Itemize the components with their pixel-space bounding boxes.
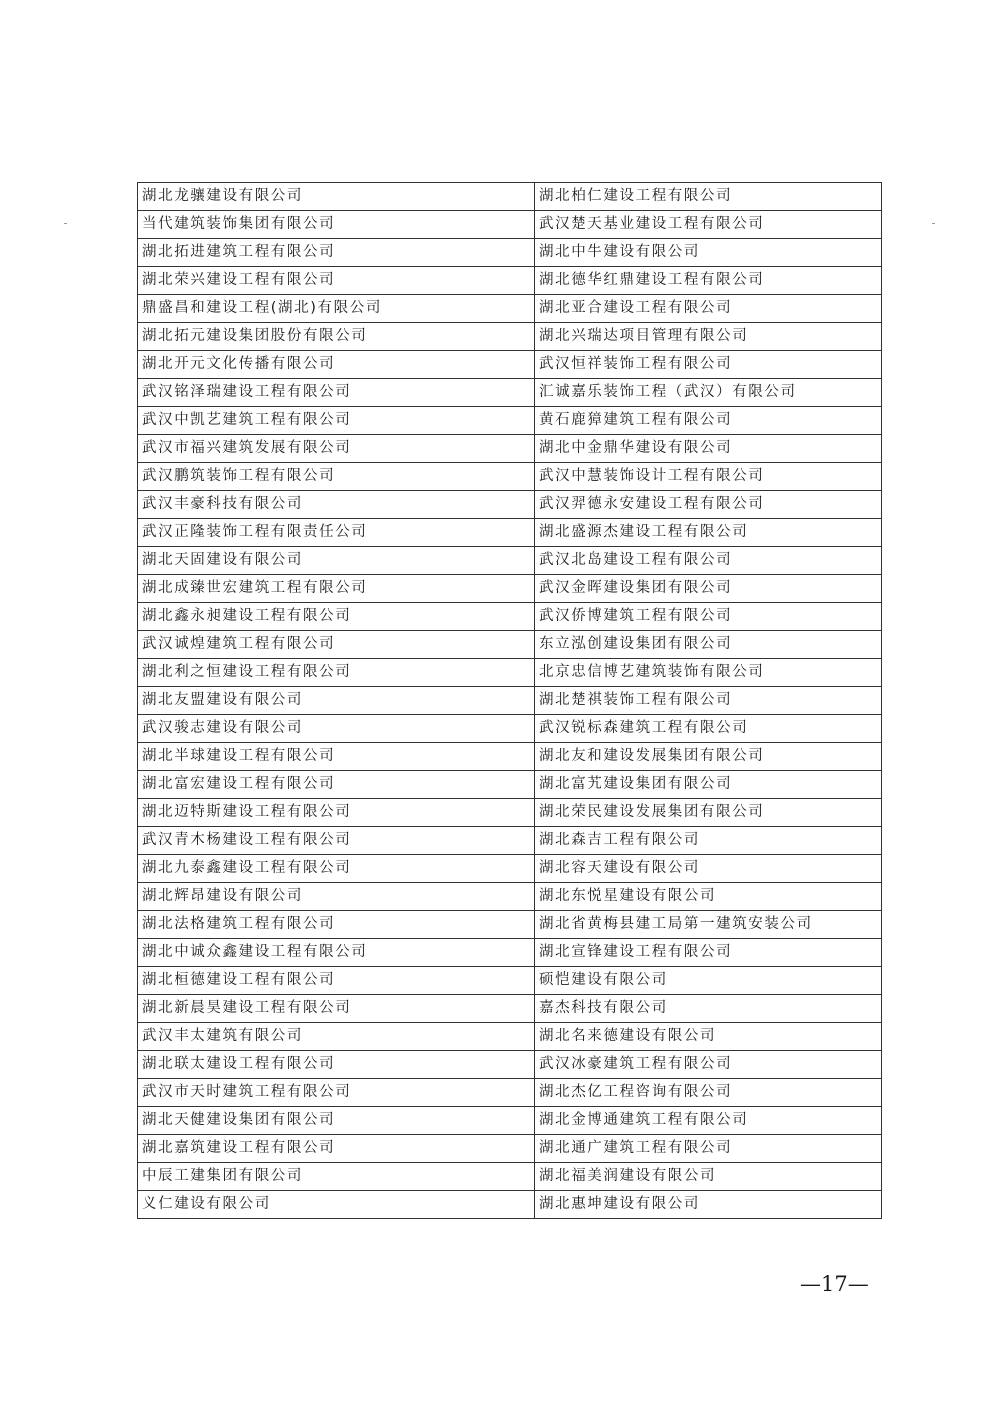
company-name-left: 湖北鑫永昶建设工程有限公司 xyxy=(138,603,535,631)
company-name-right: 武汉羿德永安建设工程有限公司 xyxy=(535,491,882,519)
company-name-right: 湖北友和建设发展集团有限公司 xyxy=(535,743,882,771)
company-name-left: 中辰工建集团有限公司 xyxy=(138,1163,535,1191)
company-name-right: 湖北森吉工程有限公司 xyxy=(535,827,882,855)
company-name-left: 武汉鹏筑装饰工程有限公司 xyxy=(138,463,535,491)
company-name-left: 当代建筑装饰集团有限公司 xyxy=(138,211,535,239)
company-name-left: 义仁建设有限公司 xyxy=(138,1191,535,1219)
table-row xyxy=(138,547,882,575)
company-name-right: 湖北中金鼎华建设有限公司 xyxy=(535,435,882,463)
table-row xyxy=(138,575,882,603)
table-row xyxy=(138,1079,882,1107)
company-name-right: 湖北名来德建设有限公司 xyxy=(535,1023,882,1051)
company-name-right: 湖北楚祺装饰工程有限公司 xyxy=(535,687,882,715)
table-row xyxy=(138,1051,882,1079)
company-name-right: 湖北杰亿工程咨询有限公司 xyxy=(535,1079,882,1107)
company-name-left: 武汉中凯艺建筑工程有限公司 xyxy=(138,407,535,435)
table-row xyxy=(138,379,882,407)
table-row xyxy=(138,1191,882,1219)
table-row xyxy=(138,631,882,659)
company-name-right: 湖北兴瑞达项目管理有限公司 xyxy=(535,323,882,351)
table-row xyxy=(138,519,882,547)
company-name-left: 武汉诚煌建筑工程有限公司 xyxy=(138,631,535,659)
table-row xyxy=(138,603,882,631)
company-name-left: 湖北开元文化传播有限公司 xyxy=(138,351,535,379)
company-name-left: 湖北中诚众鑫建设工程有限公司 xyxy=(138,939,535,967)
company-name-left: 湖北联太建设工程有限公司 xyxy=(138,1051,535,1079)
table-row xyxy=(138,435,882,463)
table-row xyxy=(138,715,882,743)
table-row xyxy=(138,1107,882,1135)
table-row xyxy=(138,911,882,939)
company-name-right: 湖北宣锋建设工程有限公司 xyxy=(535,939,882,967)
table-row xyxy=(138,771,882,799)
table-row xyxy=(138,295,882,323)
scan-speck xyxy=(932,223,935,224)
table-row xyxy=(138,323,882,351)
company-name-left: 湖北迈特斯建设工程有限公司 xyxy=(138,799,535,827)
company-name-right: 武汉金晖建设集团有限公司 xyxy=(535,575,882,603)
company-name-right: 硕恺建设有限公司 xyxy=(535,967,882,995)
table-row xyxy=(138,491,882,519)
company-name-right: 湖北盛源杰建设工程有限公司 xyxy=(535,519,882,547)
table-row xyxy=(138,883,882,911)
company-name-left: 湖北友盟建设有限公司 xyxy=(138,687,535,715)
table-row xyxy=(138,267,882,295)
company-list-table xyxy=(137,182,882,1219)
company-name-right: 湖北通广建筑工程有限公司 xyxy=(535,1135,882,1163)
company-name-left: 武汉正隆装饰工程有限责任公司 xyxy=(138,519,535,547)
table-row xyxy=(138,1163,882,1191)
company-name-right: 北京忠信博艺建筑装饰有限公司 xyxy=(535,659,882,687)
company-name-right: 东立泓创建设集团有限公司 xyxy=(535,631,882,659)
company-list-body xyxy=(138,183,882,1219)
company-name-left: 湖北成臻世宏建筑工程有限公司 xyxy=(138,575,535,603)
company-name-right: 湖北亚合建设工程有限公司 xyxy=(535,295,882,323)
table-row xyxy=(138,239,882,267)
company-name-left: 湖北新晨昊建设工程有限公司 xyxy=(138,995,535,1023)
company-name-left: 湖北辉昂建设有限公司 xyxy=(138,883,535,911)
company-name-left: 湖北利之恒建设工程有限公司 xyxy=(138,659,535,687)
company-name-right: 武汉楚天基业建设工程有限公司 xyxy=(535,211,882,239)
company-name-right: 湖北德华红鼎建设工程有限公司 xyxy=(535,267,882,295)
company-name-right: 湖北惠坤建设有限公司 xyxy=(535,1191,882,1219)
company-name-left: 武汉丰豪科技有限公司 xyxy=(138,491,535,519)
table-row xyxy=(138,799,882,827)
company-name-left: 湖北天健建设集团有限公司 xyxy=(138,1107,535,1135)
company-name-left: 湖北嘉筑建设工程有限公司 xyxy=(138,1135,535,1163)
table-row xyxy=(138,183,882,211)
company-name-left: 湖北拓进建筑工程有限公司 xyxy=(138,239,535,267)
company-name-right: 湖北容天建设有限公司 xyxy=(535,855,882,883)
company-name-left: 湖北天固建设有限公司 xyxy=(138,547,535,575)
company-name-right: 湖北福美润建设有限公司 xyxy=(535,1163,882,1191)
table-row xyxy=(138,211,882,239)
company-name-left: 武汉市福兴建筑发展有限公司 xyxy=(138,435,535,463)
company-name-right: 武汉侨博建筑工程有限公司 xyxy=(535,603,882,631)
company-name-right: 湖北金博通建筑工程有限公司 xyxy=(535,1107,882,1135)
company-name-left: 武汉青木杨建设工程有限公司 xyxy=(138,827,535,855)
company-name-left: 湖北龙骧建设有限公司 xyxy=(138,183,535,211)
scan-speck xyxy=(64,223,67,224)
company-name-right: 湖北中牛建设有限公司 xyxy=(535,239,882,267)
table-row xyxy=(138,1023,882,1051)
company-name-right: 武汉中慧装饰设计工程有限公司 xyxy=(535,463,882,491)
table-row xyxy=(138,855,882,883)
company-name-right: 嘉杰科技有限公司 xyxy=(535,995,882,1023)
page-number: —17— xyxy=(800,1272,869,1296)
table-row xyxy=(138,687,882,715)
company-name-right: 湖北荣民建设发展集团有限公司 xyxy=(535,799,882,827)
table-row xyxy=(138,939,882,967)
table-row xyxy=(138,407,882,435)
table-row xyxy=(138,967,882,995)
table-row xyxy=(138,995,882,1023)
company-name-left: 湖北桓德建设工程有限公司 xyxy=(138,967,535,995)
company-name-left: 湖北拓元建设集团股份有限公司 xyxy=(138,323,535,351)
company-name-right: 武汉北岛建设工程有限公司 xyxy=(535,547,882,575)
company-name-left: 鼎盛昌和建设工程(湖北)有限公司 xyxy=(138,295,535,323)
table-row xyxy=(138,659,882,687)
company-name-left: 武汉铭泽瑞建设工程有限公司 xyxy=(138,379,535,407)
company-name-left: 湖北富宏建设工程有限公司 xyxy=(138,771,535,799)
company-name-left: 湖北半球建设工程有限公司 xyxy=(138,743,535,771)
company-name-left: 湖北荣兴建设工程有限公司 xyxy=(138,267,535,295)
company-name-right: 湖北富艽建设集团有限公司 xyxy=(535,771,882,799)
table-row xyxy=(138,743,882,771)
company-name-right: 湖北东悦星建设有限公司 xyxy=(535,883,882,911)
table-row xyxy=(138,351,882,379)
company-name-right: 湖北柏仁建设工程有限公司 xyxy=(535,183,882,211)
company-name-left: 武汉骏志建设有限公司 xyxy=(138,715,535,743)
company-name-right: 武汉恒祥装饰工程有限公司 xyxy=(535,351,882,379)
table-row xyxy=(138,1135,882,1163)
company-name-left: 湖北法格建筑工程有限公司 xyxy=(138,911,535,939)
company-name-right: 武汉冰豪建筑工程有限公司 xyxy=(535,1051,882,1079)
company-name-left: 武汉丰太建筑有限公司 xyxy=(138,1023,535,1051)
table-row xyxy=(138,827,882,855)
table-row xyxy=(138,463,882,491)
company-name-right: 武汉锐标森建筑工程有限公司 xyxy=(535,715,882,743)
company-name-right: 汇诚嘉乐装饰工程（武汉）有限公司 xyxy=(535,379,882,407)
company-name-right: 黄石鹿獐建筑工程有限公司 xyxy=(535,407,882,435)
company-name-left: 武汉市天时建筑工程有限公司 xyxy=(138,1079,535,1107)
company-name-left: 湖北九泰鑫建设工程有限公司 xyxy=(138,855,535,883)
company-name-right: 湖北省黄梅县建工局第一建筑安装公司 xyxy=(535,911,882,939)
